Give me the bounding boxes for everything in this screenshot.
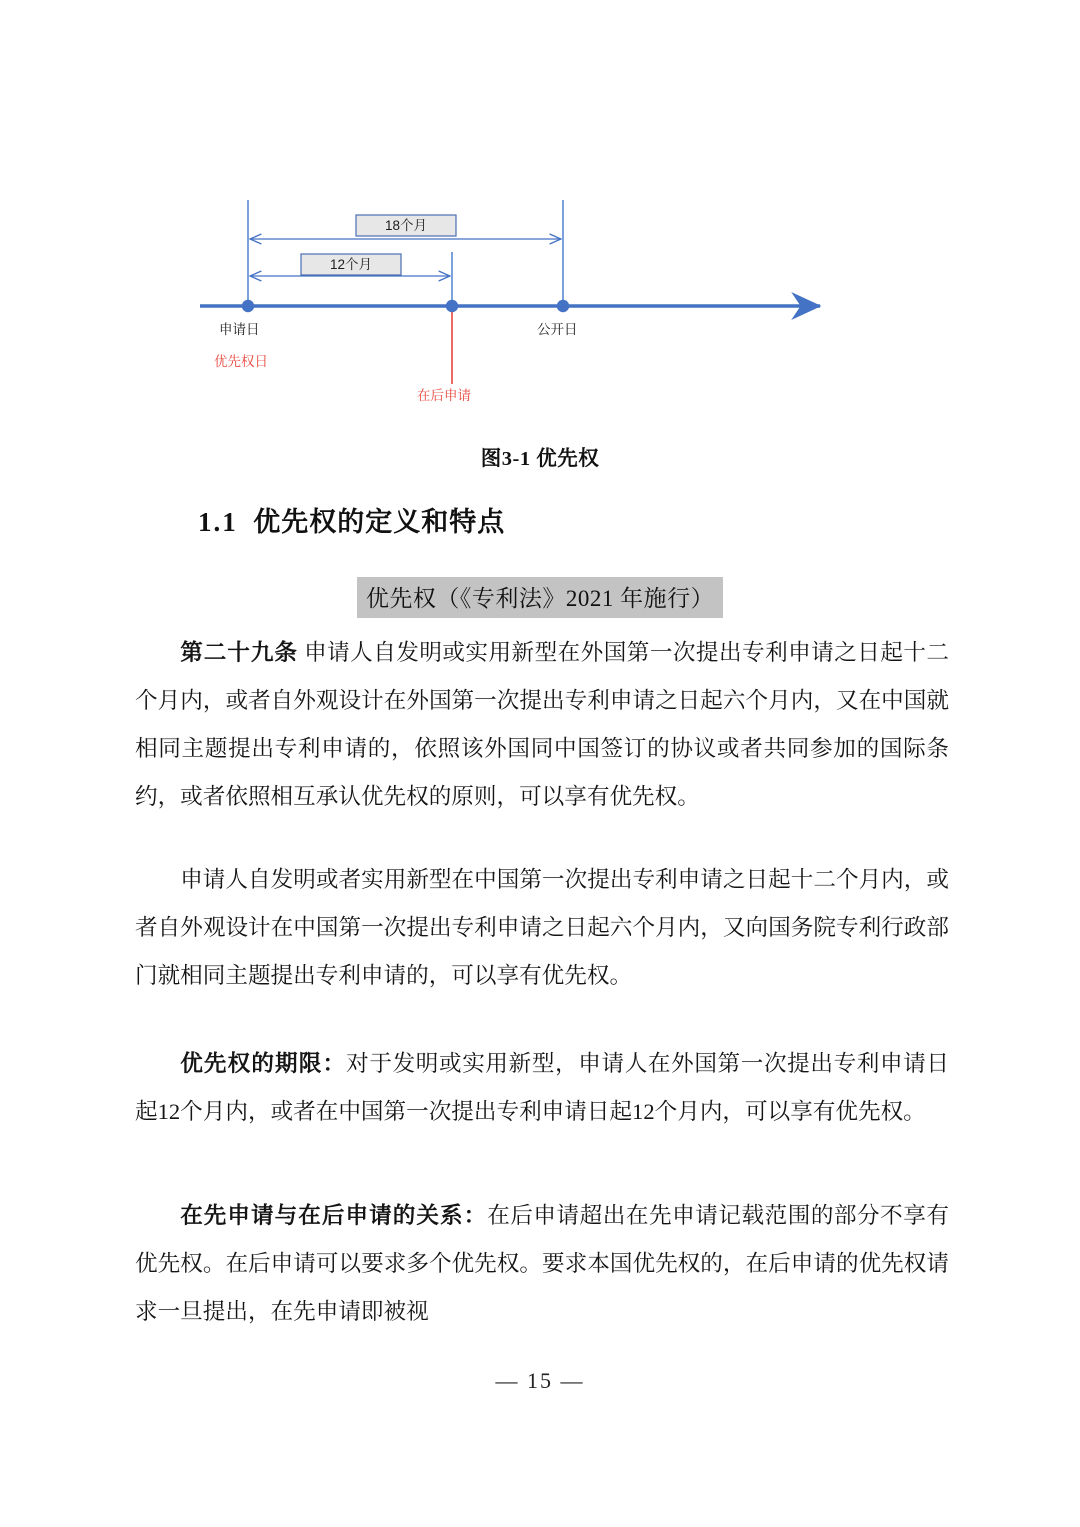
milestone-dot-filing-date bbox=[242, 300, 254, 312]
page-number: — 15 — bbox=[495, 1368, 585, 1393]
section-heading-number: 1.1 bbox=[198, 507, 238, 537]
milestone-label-filing-date: 申请日 bbox=[219, 322, 260, 337]
paragraph-article-29 bbox=[135, 629, 949, 821]
paragraph-priority-term-text bbox=[135, 1040, 949, 1136]
paragraph-relation-body: 在后申请超出在先申请记载范围的部分不享有优先权。在后申请可以要求多个优先权。要求本国优先权的，在后申请的优先权请求一旦提出，在先申请即被视 bbox=[135, 1203, 950, 1324]
span-label-12-months: 12个月 bbox=[329, 257, 373, 272]
figure-caption: 图3-1 优先权 bbox=[480, 448, 600, 470]
span-label-18-months: 18个月 bbox=[384, 218, 428, 233]
priority-timeline-figure bbox=[0, 0, 1080, 430]
milestone-label-later-application: 在后申请 bbox=[417, 388, 471, 403]
section-heading bbox=[198, 500, 505, 539]
paragraph-relation-text bbox=[135, 1192, 949, 1336]
law-title-row bbox=[0, 577, 1080, 618]
law-title-highlight: 优先权（《专利法》2021 年施行） bbox=[357, 577, 723, 618]
paragraph-article-29-body: 申请人自发明或实用新型在外国第一次提出专利申请之日起十二个月内，或者自外观设计在外国第一次提出专利申请之日起六个月内，又在中国就相同主题提出专利申请的，依照该外国同中国签订的协议或者共同参加的国际条约，或者依照相互承认优先权的原则，可以享有优先权。 bbox=[135, 640, 950, 809]
paragraph-domestic-priority bbox=[135, 856, 949, 1000]
paragraph-article-29-lead: 第二十九条 bbox=[180, 640, 298, 665]
milestone-label-priority-date: 优先权日 bbox=[214, 354, 268, 369]
paragraph-priority-term-body: 对于发明或实用新型，申请人在外国第一次提出专利申请日起12个月内，或者在中国第一次提出专利申请日起12个月内，可以享有优先权。 bbox=[135, 1051, 950, 1124]
paragraph-article-29-text bbox=[135, 629, 949, 821]
milestone-dot-later-application bbox=[446, 300, 458, 312]
paragraph-domestic-priority-text: 申请人自发明或者实用新型在中国第一次提出专利申请之日起十二个月内，或者自外观设计在中国第一次提出专利申请之日起六个月内，又向国务院专利行政部门就相同主题提出专利申请的，可以享有优先权。 bbox=[135, 867, 949, 988]
milestone-label-publication-date: 公开日 bbox=[537, 322, 578, 337]
paragraph-relation-lead: 在先申请与在后申请的关系： bbox=[180, 1203, 488, 1228]
paragraph-priority-term-lead: 优先权的期限： bbox=[180, 1051, 347, 1076]
timeline-diagram-svg bbox=[0, 0, 1080, 430]
milestone-dot-publication-date bbox=[557, 300, 569, 312]
section-heading-text: 优先权的定义和特点 bbox=[253, 507, 506, 537]
paragraph-relation bbox=[135, 1192, 949, 1336]
paragraph-priority-term bbox=[135, 1040, 949, 1136]
